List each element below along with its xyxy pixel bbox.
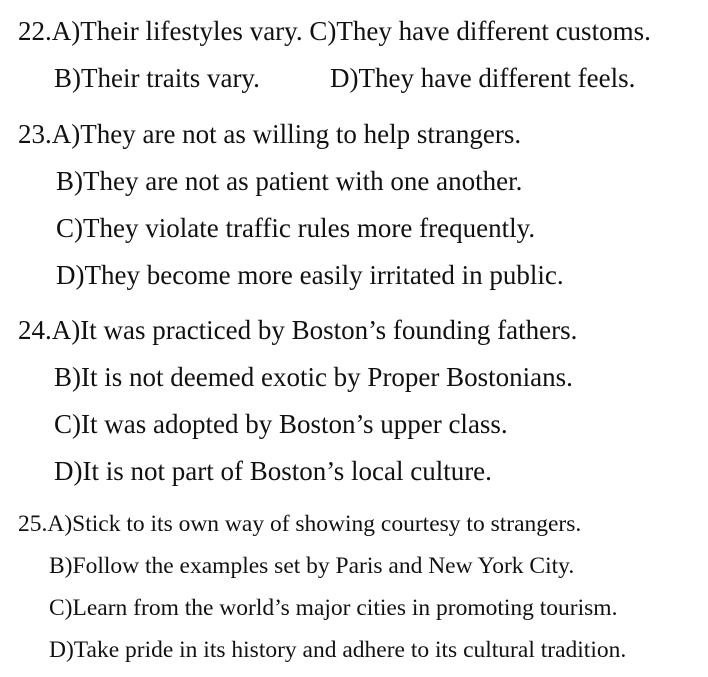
q25-option-b: B)Follow the examples set by Paris and New York City. — [49, 553, 575, 579]
q25-option-d: D)Take pride in its history and adhere to its cultural tradition. — [49, 637, 627, 663]
q22-option-a: A)Their lifestyles vary. — [51, 16, 303, 46]
q23-option-b: B)They are not as patient with one another. — [56, 166, 523, 196]
q22-line-1 — [18, 18, 651, 45]
q22-line-2 — [54, 65, 260, 92]
q23-option-a: A)They are not as willing to help strangers. — [51, 119, 522, 149]
q22-option-d: D)They have different feels. — [330, 63, 636, 93]
q22-option-c: C)They have different customs. — [309, 16, 651, 46]
q23-line-1 — [18, 121, 521, 148]
q24-number: 24. — [18, 315, 52, 345]
q24-option-d: D)It is not part of Boston’s local culture. — [54, 456, 492, 486]
q25-number: 25. — [18, 511, 48, 537]
q25-option-a: A)Stick to its own way of showing courtesy to strangers. — [47, 511, 582, 537]
q22-number: 22. — [18, 16, 52, 46]
q24-line-1 — [18, 317, 577, 344]
q23-number: 23. — [18, 119, 52, 149]
q22-line-2-right — [330, 65, 635, 92]
q22-option-b: B)Their traits vary. — [54, 63, 260, 93]
q25-option-c: C)Learn from the world’s major cities in promoting tourism. — [49, 595, 618, 621]
q24-option-b: B)It is not deemed exotic by Proper Bostonians. — [54, 362, 573, 392]
q24-option-a: A)It was practiced by Boston’s founding fathers. — [51, 315, 578, 345]
q24-option-c: C)It was adopted by Boston’s upper class. — [54, 409, 508, 439]
q25-line-1 — [18, 513, 581, 537]
q23-option-d: D)They become more easily irritated in public. — [56, 260, 564, 290]
q23-option-c: C)They violate traffic rules more frequently. — [56, 213, 536, 243]
